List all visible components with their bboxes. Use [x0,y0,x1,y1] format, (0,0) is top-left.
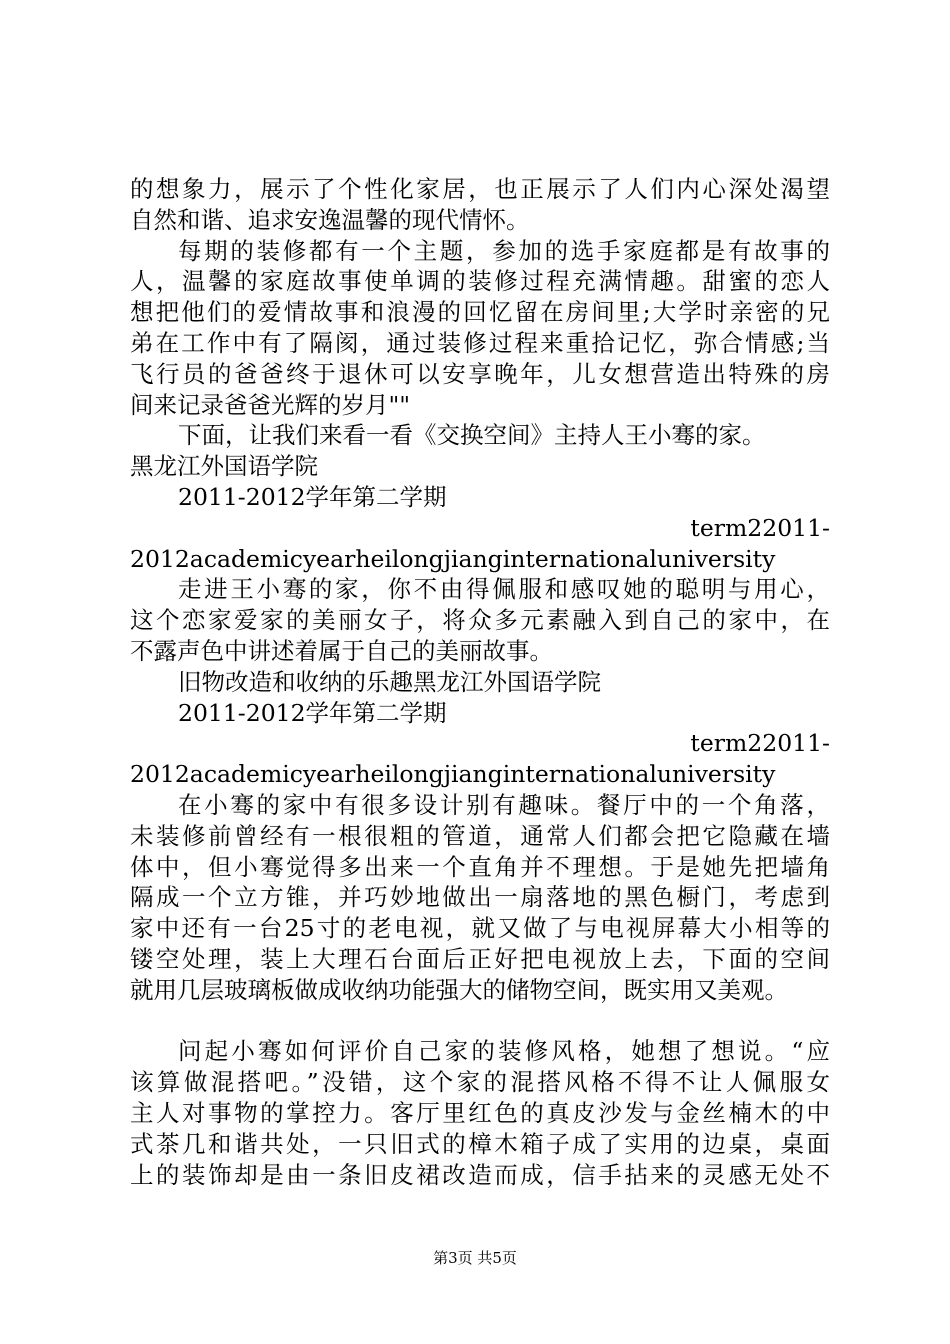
section-heading: 旧物改造和收纳的乐趣黑龙江外国语学院 [178,667,601,696]
term-label: term22011- [690,513,830,542]
text-line: 不露声色中讲述着属于自己的美丽故事。 [130,636,553,665]
paragraph-start: 在小骞的家中有很多设计别有趣味。餐厅中的一个角落， [178,790,830,819]
semester-label: 2011-2012学年第二学期 [178,698,447,727]
term-label: term22011- [690,729,830,758]
english-term-line: 2012academicyearheilongjianginternationaluniversity [130,760,776,789]
text-line: 镂空处理，装上大理石台面后正好把电视放上去，下面的空间 [130,944,830,973]
paragraph-gap [130,1006,830,1037]
text-line: 隔成一个立方锥，并巧妙地做出一扇落地的黑色橱门，考虑到 [130,883,830,912]
text-line: 就用几层玻璃板做成收纳功能强大的储物空间，既实用又美观。 [130,975,788,1004]
text-line: 这个恋家爱家的美丽女子，将众多元素融入到自己的家中，在 [130,606,830,635]
text-line: 的想象力，展示了个性化家居，也正展示了人们内心深处渴望 [130,175,830,203]
text-line: 主人对事物的掌控力。客厅里红色的真皮沙发与金丝楠木的中 [130,1098,830,1127]
semester-label: 2011-2012学年第二学期 [178,482,447,511]
text-line: 该算做混搭吧。”没错，这个家的混搭风格不得不让人佩服女 [130,1068,830,1097]
text-line: 式茶几和谐共处，一只旧式的樟木箱子成了实用的边桌，桌面 [130,1129,830,1158]
english-term-line: 2012academicyearheilongjianginternationaluniversity [130,544,776,573]
text-line: 家中还有一台25寸的老电视，就又做了与电视屏幕大小相等的 [130,914,830,943]
paragraph-start: 走进王小骞的家，你不由得佩服和感叹她的聪明与用心， [178,575,830,604]
text-line: 弟在工作中有了隔阂，通过装修过程来重拾记忆，弥合情感;当 [130,328,830,357]
page-number-footer: 第3页 共5页 [433,1249,517,1267]
paragraph-start: 每期的装修都有一个主题，参加的选手家庭都是有故事的 [178,236,830,265]
paragraph-start: 问起小骞如何评价自己家的装修风格，她想了想说。“应 [178,1037,830,1066]
institution-name: 黑龙江外国语学院 [130,452,318,481]
text-line: 间来记录爸爸光辉的岁月"" [130,390,411,419]
text-line: 人，温馨的家庭故事使单调的装修过程充满情趣。甜蜜的恋人 [130,267,830,296]
text-line: 体中，但小骞觉得多出来一个直角并不理想。于是她先把墙角 [130,852,830,881]
text-line: 飞行员的爸爸终于退休可以安享晚年，儿女想营造出特殊的房 [130,359,830,388]
text-line: 上的装饰却是由一条旧皮裙改造而成，信手拈来的灵感无处不 [130,1160,830,1189]
text-line: 自然和谐、追求安逸温馨的现代情怀。 [130,205,530,234]
text-line: 未装修前曾经有一根很粗的管道，通常人们都会把它隐藏在墙 [130,821,830,850]
text-line: 想把他们的爱情故事和浪漫的回忆留在房间里;大学时亲密的兄 [130,298,830,327]
document-body [130,174,830,1190]
paragraph-start: 下面，让我们来看一看《交换空间》主持人王小骞的家。 [178,421,766,450]
